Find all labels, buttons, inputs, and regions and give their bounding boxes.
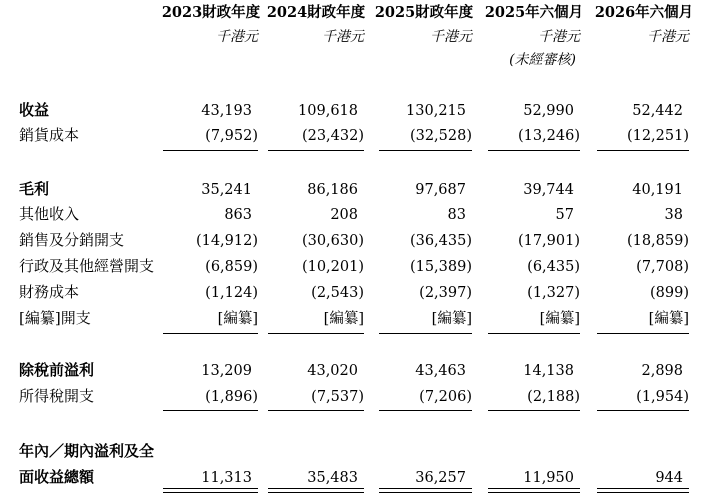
cell-value: 43,020	[307, 363, 358, 379]
cell-value: [編纂]	[217, 311, 258, 327]
cell-value: 83	[447, 207, 466, 223]
column-header: 2026年六個月	[594, 4, 694, 21]
subtotal-rule	[488, 410, 580, 411]
subtotal-rule	[268, 150, 364, 151]
row-label: 年內／期內溢利及全	[19, 442, 155, 460]
cell-value: [編纂]	[323, 311, 364, 327]
row-label: 銷售及分銷開支	[19, 231, 125, 249]
cell-value: (1,954)	[636, 389, 689, 405]
column-header: 2024財政年度	[266, 4, 366, 21]
row-label: 毛利	[19, 180, 50, 198]
subtotal-rule	[488, 333, 580, 334]
cell-value: [編纂]	[648, 311, 689, 327]
cell-value: (15,389)	[409, 259, 472, 275]
cell-value: 11,313	[201, 470, 252, 486]
subtotal-rule	[597, 333, 689, 334]
cell-value: 11,950	[523, 470, 574, 486]
row-label: 財務成本	[19, 283, 80, 301]
column-header: 2025年六個月	[484, 4, 584, 21]
row-label: 收益	[19, 101, 50, 119]
total-double-rule	[163, 488, 258, 493]
subtotal-rule	[597, 410, 689, 411]
cell-value: 109,618	[298, 103, 358, 119]
cell-value: (10,201)	[301, 259, 364, 275]
cell-value: (1,896)	[205, 389, 258, 405]
row-label: 行政及其他經營開支	[19, 257, 155, 275]
cell-value: 14,138	[523, 363, 574, 379]
cell-value: (899)	[650, 285, 689, 301]
cell-value: 35,483	[307, 470, 358, 486]
cell-value: (14,912)	[195, 233, 258, 249]
row-label: 面收益總額	[19, 468, 95, 486]
cell-value: 52,990	[523, 103, 574, 119]
cell-value: 57	[555, 207, 574, 223]
cell-value: 944	[655, 470, 683, 486]
subtotal-rule	[268, 333, 364, 334]
row-label: [編纂]開支	[19, 309, 91, 327]
cell-value: (32,528)	[409, 128, 472, 144]
column-header: 2025財政年度	[374, 4, 474, 21]
cell-value: 40,191	[632, 182, 683, 198]
subtotal-rule	[268, 410, 364, 411]
row-label: 銷貨成本	[19, 126, 80, 144]
subtotal-rule	[379, 410, 472, 411]
cell-value: (7,537)	[311, 389, 364, 405]
cell-value: [編纂]	[539, 311, 580, 327]
cell-value: (36,435)	[409, 233, 472, 249]
total-double-rule	[379, 488, 472, 493]
column-note: (未經審核)	[509, 52, 576, 68]
total-double-rule	[597, 488, 689, 493]
subtotal-rule	[163, 150, 258, 151]
cell-value: 86,186	[307, 182, 358, 198]
cell-value: 208	[330, 207, 358, 223]
cell-value: (17,901)	[517, 233, 580, 249]
cell-value: (1,327)	[527, 285, 580, 301]
cell-value: (2,543)	[311, 285, 364, 301]
cell-value: (6,435)	[527, 259, 580, 275]
subtotal-rule	[163, 333, 258, 334]
cell-value: (12,251)	[626, 128, 689, 144]
cell-value: 2,898	[641, 363, 683, 379]
total-double-rule	[268, 488, 364, 493]
row-label: 其他收入	[19, 205, 80, 223]
cell-value: (2,188)	[527, 389, 580, 405]
subtotal-rule	[597, 150, 689, 151]
column-unit: 千港元	[430, 29, 472, 45]
cell-value: 130,215	[406, 103, 466, 119]
cell-value: (1,124)	[205, 285, 258, 301]
cell-value: (6,859)	[205, 259, 258, 275]
subtotal-rule	[163, 410, 258, 411]
subtotal-rule	[488, 150, 580, 151]
cell-value: 43,193	[201, 103, 252, 119]
cell-value: 35,241	[201, 182, 252, 198]
column-header: 2023財政年度	[161, 4, 261, 21]
cell-value: 39,744	[523, 182, 574, 198]
cell-value: (13,246)	[517, 128, 580, 144]
cell-value: (18,859)	[626, 233, 689, 249]
column-unit: 千港元	[322, 29, 364, 45]
column-unit: 千港元	[216, 29, 258, 45]
total-double-rule	[488, 488, 580, 493]
column-unit: 千港元	[538, 29, 580, 45]
cell-value: 43,463	[415, 363, 466, 379]
subtotal-rule	[379, 333, 472, 334]
cell-value: (30,630)	[301, 233, 364, 249]
row-label: 所得稅開支	[19, 387, 95, 405]
row-label: 除稅前溢利	[19, 361, 95, 379]
subtotal-rule	[379, 150, 472, 151]
cell-value: (7,708)	[636, 259, 689, 275]
cell-value: (23,432)	[301, 128, 364, 144]
cell-value: (7,952)	[205, 128, 258, 144]
cell-value: 38	[664, 207, 683, 223]
cell-value: 97,687	[415, 182, 466, 198]
cell-value: 52,442	[632, 103, 683, 119]
column-unit: 千港元	[647, 29, 689, 45]
cell-value: (7,206)	[419, 389, 472, 405]
cell-value: 863	[224, 207, 252, 223]
cell-value: 36,257	[415, 470, 466, 486]
cell-value: [編纂]	[431, 311, 472, 327]
cell-value: (2,397)	[419, 285, 472, 301]
cell-value: 13,209	[201, 363, 252, 379]
